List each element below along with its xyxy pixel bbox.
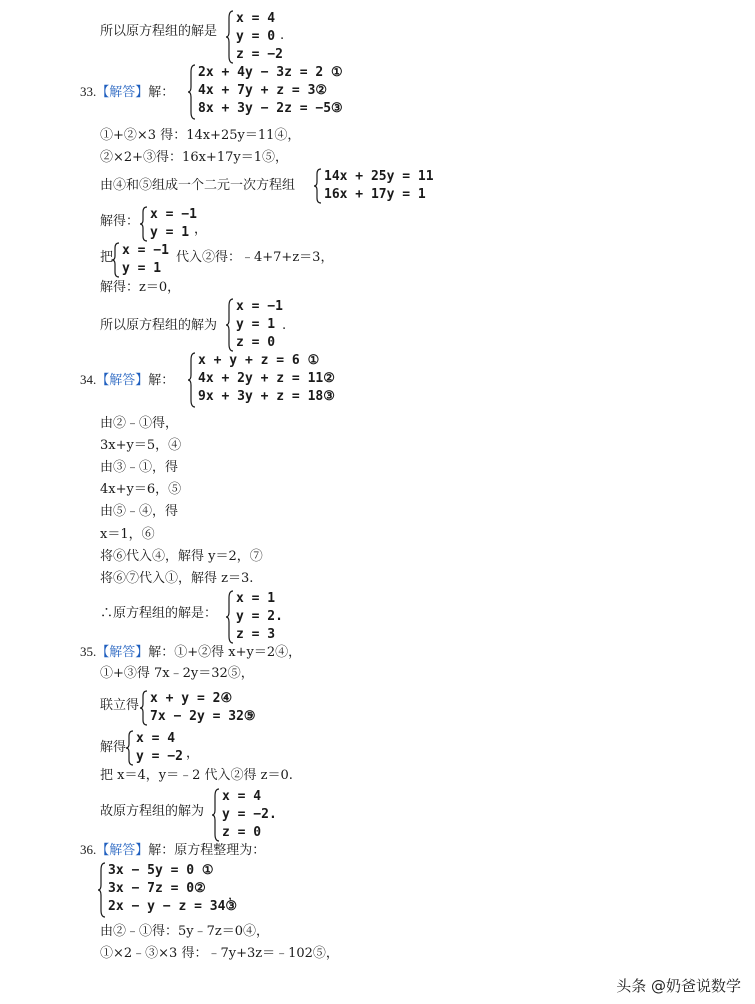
brace-icon xyxy=(212,788,220,842)
equation-row: z = 0 xyxy=(222,825,262,840)
equation-row: 14x + 25y = 11 xyxy=(324,169,434,184)
punctuation: ， xyxy=(420,182,434,197)
equation-row: 8x + 3y − 2z = −5③ xyxy=(198,101,343,116)
equation-row: 4x + 7y + z = 3② xyxy=(198,83,328,98)
solution-text: 解：①+②得 x+y＝2④， xyxy=(148,645,302,660)
answer-tag: 【解答】 xyxy=(96,645,149,660)
answer-tag: 【解答】 xyxy=(96,843,149,858)
text-line: ①×2﹣③×3 得：﹣7y+3z＝﹣102⑤， xyxy=(100,946,339,961)
brace-icon xyxy=(140,206,148,242)
question-number: 34. xyxy=(80,372,97,387)
text-line: 把 xyxy=(100,250,114,265)
brace-icon xyxy=(188,352,196,408)
text-line: 由②﹣①得， xyxy=(100,416,179,431)
question-number: 33. xyxy=(80,84,97,99)
punctuation: . xyxy=(280,28,285,43)
text-line: 将⑥代入④，解得 y＝2，⑦ xyxy=(100,549,263,564)
equation-row: x = −1 xyxy=(236,299,283,314)
punctuation: ， xyxy=(250,704,264,719)
answer-tag: 【解答】 xyxy=(96,373,149,388)
question-number: 35. xyxy=(80,644,97,659)
equation-row: 9x + 3y + z = 18③ xyxy=(198,389,335,404)
equation-row: 7x − 2y = 32⑤ xyxy=(150,709,256,724)
question-number: 36. xyxy=(80,842,97,857)
text-line: ①+②×3 得：14x+25y＝11④， xyxy=(100,128,301,143)
equation-row: x + y + z = 6 ① xyxy=(198,353,320,368)
brace-icon xyxy=(314,168,322,204)
text-line: 故原方程组的解为 xyxy=(100,804,205,819)
text-line: 3x+y＝5，④ xyxy=(100,438,182,453)
text-line: ②×2+③得：16x+17y＝1⑤， xyxy=(100,150,288,165)
text-line: 由③﹣①，得 xyxy=(100,460,179,475)
solution-label: 解： xyxy=(148,85,175,100)
text-line: x＝1，⑥ xyxy=(100,527,155,542)
equation-row: y = 1 xyxy=(150,225,190,240)
equation-row: y = 1 xyxy=(236,317,276,332)
equation-row: 3x − 5y = 0 ① xyxy=(108,863,214,878)
text-line: 所以原方程组的解是 xyxy=(100,24,218,39)
equation-row: y = 0 xyxy=(236,29,276,44)
text-line: 解得： xyxy=(100,214,140,229)
text-line: 4x+y＝6，⑤ xyxy=(100,482,182,497)
equation-row: x = 1 xyxy=(236,591,276,606)
equation-row: y = −2 xyxy=(136,749,183,764)
brace-icon xyxy=(112,242,120,278)
equation-row: 16x + 17y = 1 xyxy=(324,187,426,202)
equation-row: y = −2. xyxy=(222,807,277,822)
equation-row: 2x + 4y − 3z = 2 ① xyxy=(198,65,343,80)
answer-tag: 【解答】 xyxy=(96,85,149,100)
brace-icon xyxy=(188,64,196,120)
text-line: 联立得 xyxy=(100,698,140,713)
question-header xyxy=(80,842,265,859)
equation-row: 3x − 7z = 0② xyxy=(108,881,206,896)
brace-icon xyxy=(98,862,106,918)
solution-label: 解： xyxy=(148,373,175,388)
equation-row: z = 3 xyxy=(236,627,276,642)
text-line: ①+③得 7x﹣2y＝32⑤， xyxy=(100,666,254,681)
equation-row: x = 4 xyxy=(236,11,276,26)
question-header xyxy=(80,644,301,661)
text-line: 解得 xyxy=(100,740,127,755)
brace-icon xyxy=(140,690,148,726)
brace-icon xyxy=(226,10,234,64)
watermark: 头条 @奶爸说数学 xyxy=(616,977,741,995)
text-line: 将⑥⑦代入①，解得 z＝3. xyxy=(100,571,254,586)
equation-row: y = 2. xyxy=(236,609,283,624)
equation-row: z = −2 xyxy=(236,47,283,62)
equation-row: x = −1 xyxy=(150,207,197,222)
brace-icon xyxy=(126,730,134,766)
text-line: 把 x＝4，y＝﹣2 代入②得 z＝0. xyxy=(100,768,293,783)
brace-icon xyxy=(226,298,234,352)
text-line: 所以原方程组的解为 xyxy=(100,318,218,333)
equation-row: z = 0 xyxy=(236,335,276,350)
punctuation: ， xyxy=(194,222,208,237)
equation-row: x + y = 2④ xyxy=(150,691,233,706)
punctuation: ， xyxy=(228,888,242,903)
equation-row: 2x − y − z = 34③ xyxy=(108,899,238,914)
equation-row: y = 1 xyxy=(122,261,162,276)
text-line: 由②﹣①得：5y﹣7z＝0④， xyxy=(100,924,270,939)
equation-row: x = 4 xyxy=(222,789,262,804)
question-header xyxy=(80,372,174,389)
text-line: 解得：z＝0， xyxy=(100,280,181,295)
equation-row: x = 4 xyxy=(136,731,176,746)
text-line: 由⑤﹣④，得 xyxy=(100,504,179,519)
punctuation: . xyxy=(282,318,287,333)
brace-icon xyxy=(226,590,234,644)
equation-row: x = −1 xyxy=(122,243,169,258)
question-header xyxy=(80,84,174,101)
text-line: 由④和⑤组成一个二元一次方程组 xyxy=(100,178,296,193)
text-line: ∴原方程组的解是： xyxy=(100,606,218,621)
text-line: 代入②得：﹣4+7+z＝3， xyxy=(176,250,334,265)
solution-text: 解：原方程整理为： xyxy=(148,843,266,858)
equation-row: 4x + 2y + z = 11② xyxy=(198,371,335,386)
punctuation: ， xyxy=(186,746,200,761)
